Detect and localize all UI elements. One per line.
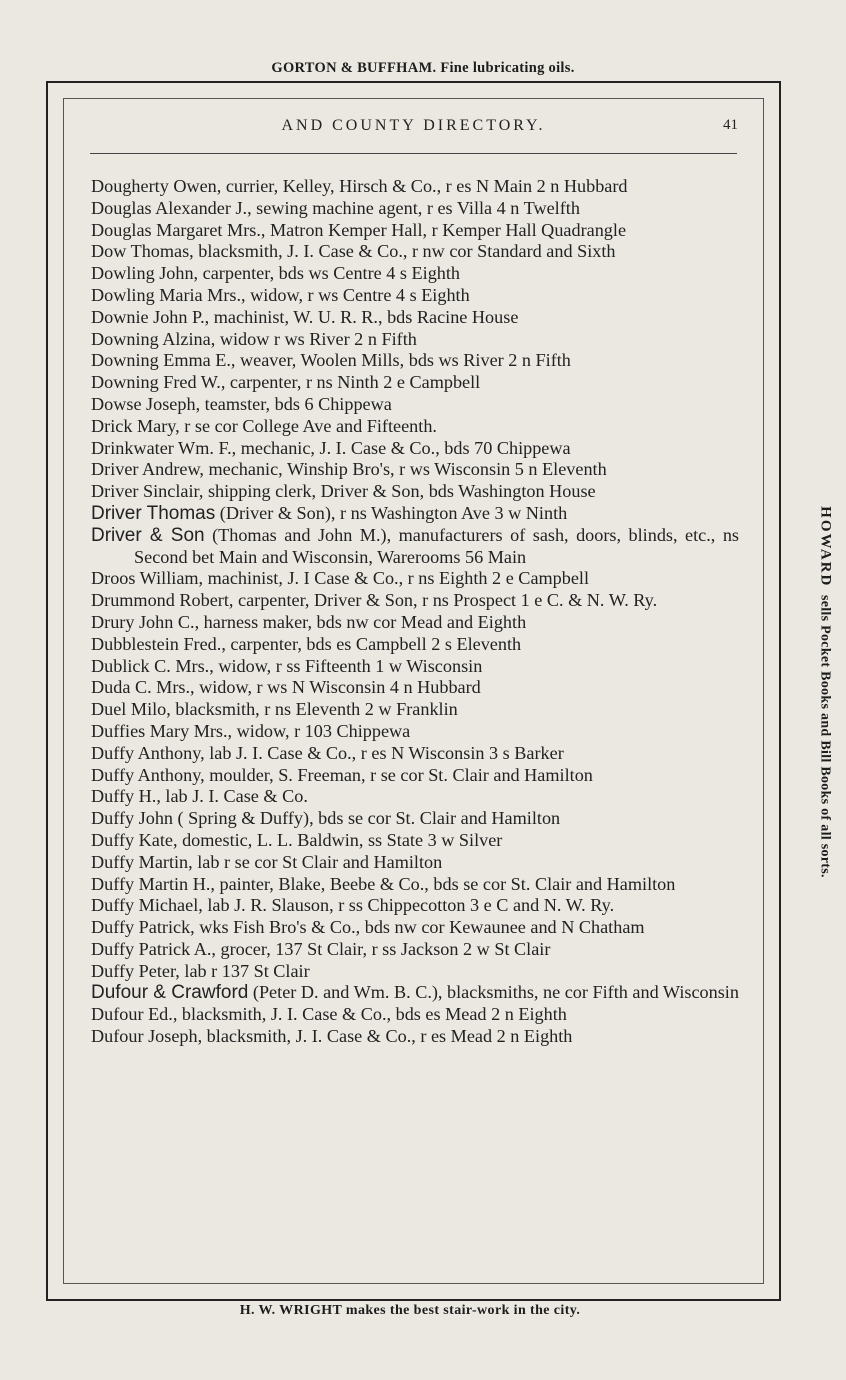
entry-text: Duda C. Mrs., widow, r ws N Wisconsin 4 n Hubbard [91, 677, 481, 698]
entry-text: (Thomas and John M.), manufacturers of sash, doors, blinds, etc., ns Second bet Main and Wisconsin, Warerooms 56 Main [134, 524, 739, 567]
directory-entry [91, 786, 739, 808]
side-advertisement-text [817, 506, 834, 878]
entry-text: Driver Sinclair, shipping clerk, Driver & Son, bds Washington House [91, 481, 596, 502]
directory-entry [91, 612, 739, 634]
directory-entry [91, 329, 739, 351]
directory-entry [91, 699, 739, 721]
directory-entry [91, 634, 739, 656]
directory-entry [91, 961, 739, 983]
running-title: AND COUNTY DIRECTORY. [281, 117, 546, 134]
entry-text: Duffy Anthony, lab J. I. Case & Co., r es N Wisconsin 3 s Barker [91, 742, 564, 763]
bottom-advertisement: H. W. WRIGHT makes the best stair-work in the city. [239, 1303, 581, 1318]
entry-text: Downing Alzina, widow r ws River 2 n Fifth [91, 328, 417, 349]
entry-text: Downie John P., machinist, W. U. R. R., bds Racine House [91, 306, 519, 327]
directory-entry [91, 285, 739, 307]
side-advertisement-body: sells Pocket Books and Bill Books of all sorts. [817, 594, 833, 878]
entry-text: Dougherty Owen, currier, Kelley, Hirsch & Co., r es N Main 2 n Hubbard [91, 176, 628, 196]
entry-text: Duffy Patrick, wks Fish Bro's & Co., bds nw cor Kewaunee and N Chatham [91, 917, 645, 938]
directory-entry [91, 830, 739, 852]
entry-text: Duffy Kate, domestic, L. L. Baldwin, ss State 3 w Silver [91, 829, 503, 850]
directory-entry [91, 1004, 739, 1026]
entry-text: Duffy Peter, lab r 137 St Clair [91, 960, 310, 981]
directory-entries [91, 176, 739, 1048]
page-number: 41 [723, 117, 738, 133]
directory-entry [91, 917, 739, 939]
entry-text: Duffy Anthony, moulder, S. Freeman, r se cor St. Clair and Hamilton [91, 764, 593, 785]
directory-entry [91, 263, 739, 285]
side-advertisement-brand: HOWARD [817, 506, 834, 588]
directory-entry [91, 416, 739, 438]
entry-text: Douglas Margaret Mrs., Matron Kemper Hall, r Kemper Hall Quadrangle [91, 219, 627, 240]
entry-text: Dufour Ed., blacksmith, J. I. Case & Co., bds es Mead 2 n Eighth [91, 1004, 567, 1025]
directory-entry [91, 743, 739, 765]
entry-text: Duffy Patrick A., grocer, 137 St Clair, r ss Jackson 2 w St Clair [91, 938, 551, 959]
entry-text: (Driver & Son), r ns Washington Ave 3 w Ninth [215, 502, 568, 523]
directory-entry [91, 503, 739, 525]
directory-entry [91, 176, 739, 198]
entry-text: Duel Milo, blacksmith, r ns Eleventh 2 w Franklin [91, 699, 458, 720]
entry-text: Downing Emma E., weaver, Woolen Mills, bds ws River 2 n Fifth [91, 350, 571, 371]
entry-text: Duffies Mary Mrs., widow, r 103 Chippewa [91, 720, 411, 741]
directory-entry [91, 198, 739, 220]
entry-text: Drinkwater Wm. F., mechanic, J. I. Case & Co., bds 70 Chippewa [91, 437, 571, 458]
entry-text: Driver Andrew, mechanic, Winship Bro's, r ws Wisconsin 5 n Eleventh [91, 459, 607, 480]
directory-entry [91, 307, 739, 329]
entry-firm-name: Dufour & Crawford [91, 982, 249, 1004]
page-header [63, 117, 764, 139]
entry-text: Dublick C. Mrs., widow, r ss Fifteenth 1 w Wisconsin [91, 655, 483, 676]
directory-entry [91, 982, 739, 1004]
entry-text: Dubblestein Fred., carpenter, bds es Campbell 2 s Eleventh [91, 633, 522, 654]
header-divider [90, 153, 737, 154]
top-advertisement: GORTON & BUFFHAM. Fine lubricating oils. [271, 60, 575, 76]
entry-firm-name: Driver Thomas [91, 502, 216, 524]
directory-entry [91, 394, 739, 416]
entry-text: Duffy Martin H., painter, Blake, Beebe & Co., bds se cor St. Clair and Hamilton [91, 873, 676, 894]
directory-entry [91, 459, 739, 481]
directory-entry [91, 765, 739, 787]
entry-text: Dowse Joseph, teamster, bds 6 Chippewa [91, 393, 392, 414]
directory-entry [91, 525, 739, 569]
directory-entry [91, 656, 739, 678]
entry-text: (Peter D. and Wm. B. C.), blacksmiths, ne cor Fifth and Wisconsin [248, 982, 739, 1003]
entry-text: Drick Mary, r se cor College Ave and Fifteenth. [91, 415, 437, 436]
entry-text: Dowling John, carpenter, bds ws Centre 4 s Eighth [91, 263, 461, 284]
entry-text: Duffy Michael, lab J. R. Slauson, r ss Chippecotton 3 e C and N. W. Ry. [91, 895, 615, 916]
entry-text: Duffy John ( Spring & Duffy), bds se cor St. Clair and Hamilton [91, 808, 561, 829]
directory-entry [91, 220, 739, 242]
entry-text: Duffy Martin, lab r se cor St Clair and Hamilton [91, 851, 443, 872]
directory-entry [91, 852, 739, 874]
entry-text: Drummond Robert, carpenter, Driver & Son, r ns Prospect 1 e C. & N. W. Ry. [91, 590, 658, 611]
directory-entry [91, 350, 739, 372]
directory-entry [91, 568, 739, 590]
entry-text: Douglas Alexander J., sewing machine agent, r es Villa 4 n Twelfth [91, 197, 580, 218]
directory-entry [91, 874, 739, 896]
directory-entry [91, 241, 739, 263]
directory-entry [91, 590, 739, 612]
directory-entry [91, 372, 739, 394]
entry-firm-name: Driver & Son [91, 524, 205, 546]
directory-entry [91, 1026, 739, 1048]
directory-entry [91, 677, 739, 699]
entry-text: Dufour Joseph, blacksmith, J. I. Case & Co., r es Mead 2 n Eighth [91, 1026, 573, 1047]
entry-text: Dow Thomas, blacksmith, J. I. Case & Co., r nw cor Standard and Sixth [91, 241, 616, 262]
directory-entry [91, 481, 739, 503]
entry-text: Dowling Maria Mrs., widow, r ws Centre 4 s Eighth [91, 284, 470, 305]
directory-entry [91, 438, 739, 460]
directory-entry [91, 808, 739, 830]
entry-text: Drury John C., harness maker, bds nw cor Mead and Eighth [91, 611, 527, 632]
entry-text: Duffy H., lab J. I. Case & Co. [91, 786, 308, 807]
directory-entry [91, 895, 739, 917]
side-advertisement [811, 402, 839, 982]
directory-entry [91, 721, 739, 743]
entry-text: Droos William, machinist, J. I Case & Co., r ns Eighth 2 e Campbell [91, 568, 590, 589]
entry-text: Downing Fred W., carpenter, r ns Ninth 2 e Campbell [91, 372, 481, 393]
directory-entry [91, 939, 739, 961]
